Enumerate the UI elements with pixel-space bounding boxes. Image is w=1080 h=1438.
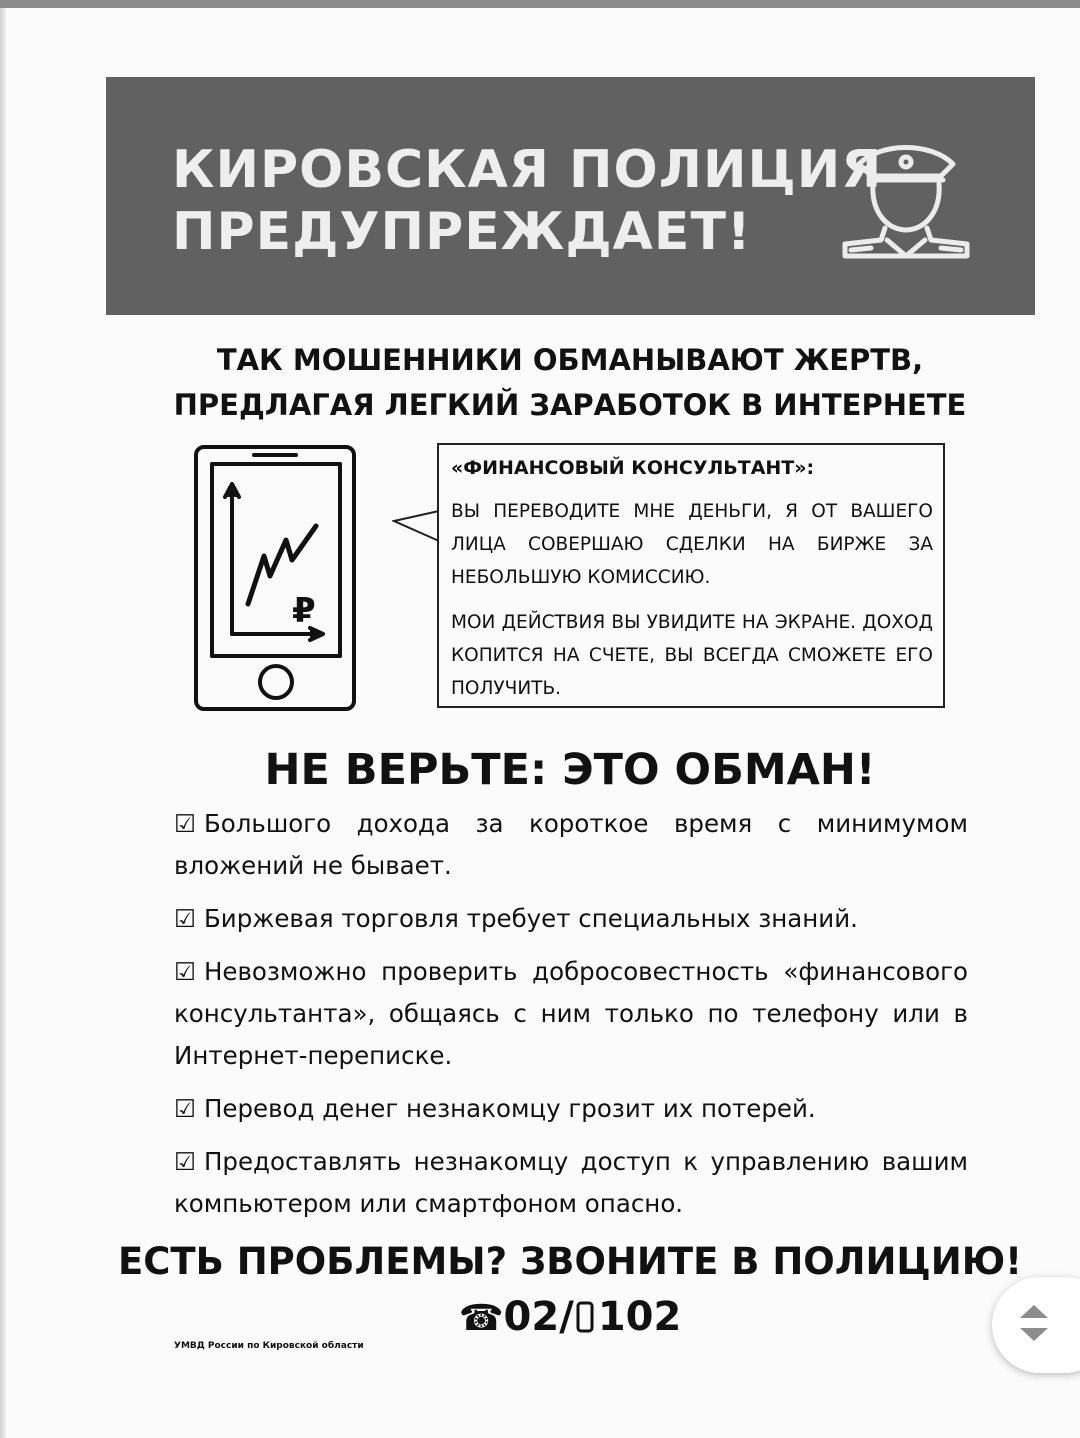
fact-text: Большого дохода за короткое время с минимумом вложений не бывает.: [174, 809, 968, 880]
mobile-phone-icon: [576, 1301, 594, 1333]
checkbox-checked-icon: ☑: [174, 957, 196, 986]
fact-text: Невозможно проверить добросовестность «финансового консультанта», общаясь с ним только по телефону или в Интернет-переписке.: [174, 957, 968, 1070]
checkbox-checked-icon: ☑: [174, 809, 196, 838]
checkbox-checked-icon: ☑: [174, 1147, 196, 1176]
checkbox-checked-icon: ☑: [174, 1094, 196, 1123]
speech-bubble-tail: [392, 505, 442, 545]
landline-number: 02/: [503, 1294, 574, 1340]
police-officer-icon: [841, 132, 971, 262]
header-banner: [106, 77, 1035, 315]
banner-title: [172, 139, 882, 263]
telephone-icon: ☎: [458, 1298, 504, 1339]
warning-heading: НЕ ВЕРЬТЕ: ЭТО ОБМАН!: [264, 745, 876, 795]
fact-item: [174, 1141, 968, 1225]
fact-item: [174, 951, 968, 1077]
fact-item: [174, 898, 968, 940]
fact-text: Предоставлять незнакомцу доступ к управлению вашим компьютером или смартфоном опасно.: [174, 1147, 968, 1218]
facts-list: [174, 803, 968, 1236]
bubble-paragraph-1: ВЫ ПЕРЕВОДИТЕ МНЕ ДЕНЬГИ, Я ОТ ВАШЕГО ЛИЦА СОВЕРШАЮ СДЕЛКИ НА БИРЖЕ ЗА НЕБОЛЬШУЮ КОМИССИЮ.: [451, 501, 933, 588]
smartphone-chart-icon: [192, 444, 358, 712]
bubble-title: «ФИНАНСОВЫЙ КОНСУЛЬТАНТ»:: [451, 457, 815, 479]
headline: [100, 338, 1040, 428]
fact-item: [174, 1088, 968, 1130]
scroll-navigation-widget[interactable]: [992, 1277, 1080, 1373]
phone-numbers: [100, 1290, 1040, 1346]
headline-line1: ТАК МОШЕННИКИ ОБМАНЫВАЮТ ЖЕРТВ,: [216, 343, 924, 377]
headline-line2: ПРЕДЛАГАЯ ЛЕГКИЙ ЗАРАБОТОК В ИНТЕРНЕТЕ: [173, 388, 967, 422]
chevron-down-icon[interactable]: [1020, 1328, 1048, 1341]
fact-text: Биржевая торговля требует специальных знаний.: [203, 904, 858, 933]
fact-text: Перевод денег незнакомцу грозит их потерей.: [203, 1094, 816, 1123]
bubble-paragraph-2: МОИ ДЕЙСТВИЯ ВЫ УВИДИТЕ НА ЭКРАНЕ. ДОХОД КОПИТСЯ НА СЧЕТЕ, ВЫ ВСЕГДА СМОЖЕТЕ ЕГО ПОЛУЧИТЬ.: [451, 612, 933, 699]
ruble-symbol: ₽: [292, 591, 316, 631]
checkbox-checked-icon: ☑: [174, 904, 196, 933]
banner-title-line1: КИРОВСКАЯ ПОЛИЦИЯ: [172, 140, 883, 200]
fact-item: [174, 803, 968, 887]
chevron-up-icon[interactable]: [1020, 1305, 1048, 1318]
footer-organization: УМВД России по Кировской области: [174, 1341, 364, 1351]
mobile-number: 102: [597, 1294, 682, 1340]
banner-title-line2: ПРЕДУПРЕЖДАЕТ!: [172, 202, 752, 262]
call-police-heading: ЕСТЬ ПРОБЛЕМЫ? ЗВОНИТЕ В ПОЛИЦИЮ!: [117, 1240, 1023, 1283]
consultant-speech-bubble: [437, 443, 945, 708]
